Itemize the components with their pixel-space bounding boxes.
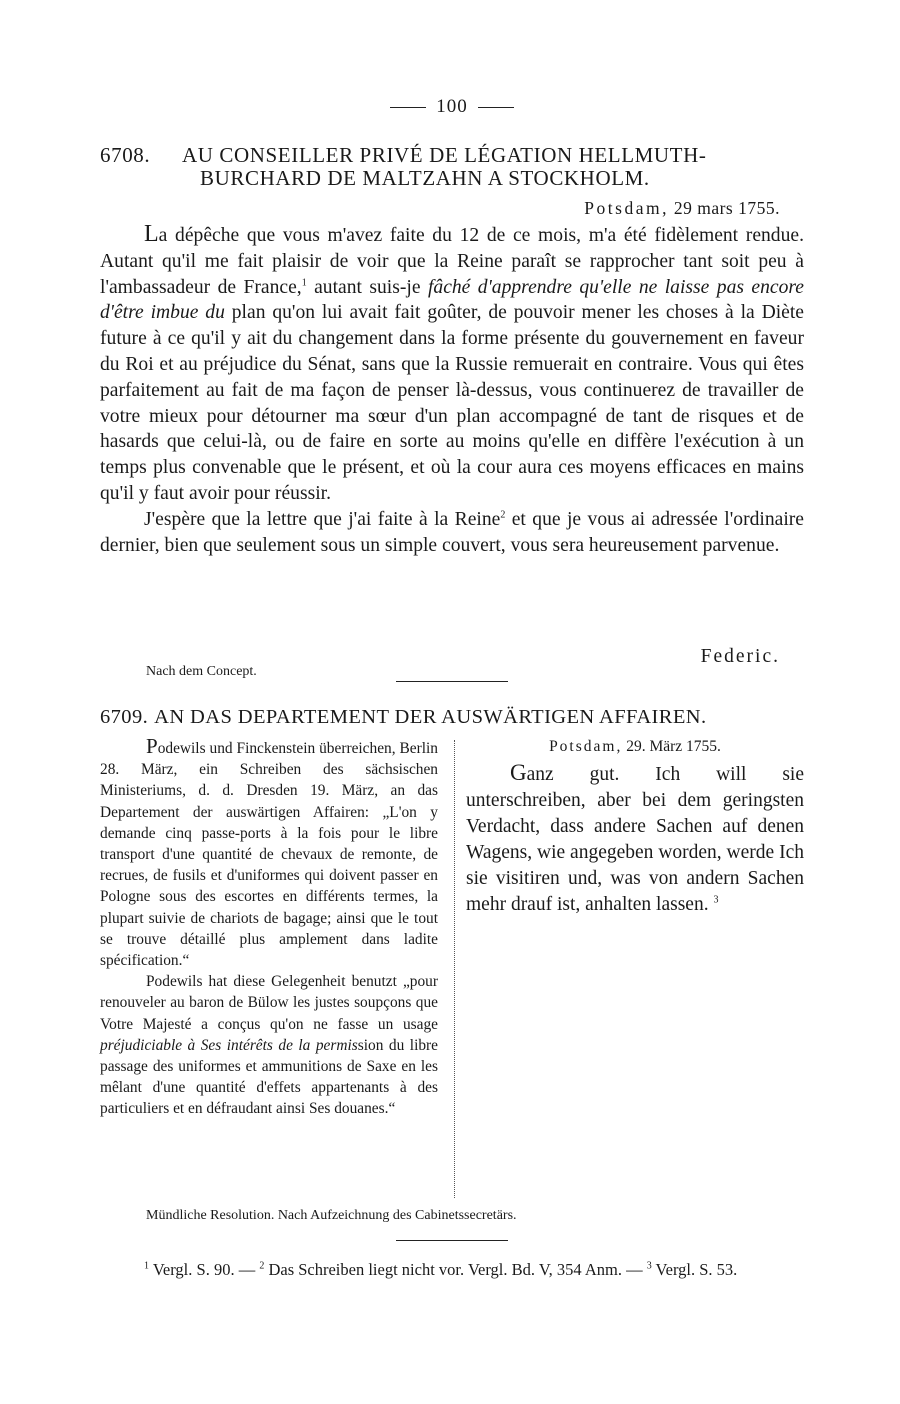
footnote-3-mark: 3: [646, 1260, 652, 1272]
footnote-2-text: Das Schreiben liegt nicht vor. Vergl. Bd. V, 354 Anm. —: [264, 1260, 647, 1279]
letter-6708-paragraph-2: [100, 507, 804, 559]
letter-6708-p2-text-b: et que je vous ai adressée l'ordinaire dernier, bien que seulement sous un simple couvert, vous sera heureusement parvenue.: [100, 508, 804, 556]
footnotes: [100, 1258, 804, 1282]
letter-6708-place: Potsdam,: [584, 198, 669, 218]
page-number-value: 100: [436, 96, 468, 117]
letter-6708-p1-italic: fâché d'apprendre qu'elle ne laisse pas encore d'être imbue du: [100, 276, 804, 324]
letter-6709-left-paragraph-1: [100, 736, 438, 971]
letter-6709-date: 29. März 1755.: [626, 738, 721, 755]
letter-6709-left-p1-text: odewils und Finckenstein überreichen, Berlin 28. März, ein Schreiben des sächsischen Ministeriums, d. d. Dresden 19. März, an das Departement der auswärtigen Affairen: „L'on y demande cinq passe-ports à la fois pour le libre transport d'une quantité de chevaux de remonte, de recrues, de fusils et d'uniformes qui doivent passer en Pologne sous des escortes en différents termes, la plupart suivie de chariots de bagage; ainsi que le tout se trouve détaillé plus amplement dans ladite spécification.“: [100, 740, 438, 970]
letter-6708-title-line2: BURCHARD DE MALTZAHN A STOCKHOLM.: [200, 166, 650, 190]
letter-6709-title: AN DAS DEPARTEMENT DER AUSWÄRTIGEN AFFAIREN.: [154, 706, 707, 728]
letter-6708-dateline: [584, 198, 780, 219]
footnote-2-mark: 2: [259, 1260, 265, 1272]
letter-6709-resolution: [466, 760, 804, 918]
letter-6708-title-line1: AU CONSEILLER PRIVÉ DE LÉGATION HELLMUTH-: [182, 143, 707, 167]
letter-6708-date: 29 mars 1755.: [673, 198, 780, 218]
letter-6708-paragraph-1: [100, 222, 804, 507]
column-divider: [454, 740, 455, 1198]
letter-6709-left-p2-text-b: sion du libre passage des uniformes et ammunitions de Saxe en les mêlant d'une quantité d'effets appartenants à des particuliers et en défraudant ainsi Ses douanes.“: [100, 1036, 438, 1118]
letter-6709-right-text: anz gut. Ich will sie unterschreiben, aber bei dem geringsten Verdacht, dass andere Sachen auf denen Wagens, wie angegeben worden, werde Ich sie visitiren und, was von andern Sachen mehr drauf ist, anhalten lassen.: [466, 764, 804, 915]
letter-6708-source-note: Nach dem Concept.: [146, 664, 257, 679]
page-number-dash-left: [390, 107, 426, 108]
letter-6709-source-note: Mündliche Resolution. Nach Aufzeichnung des Cabinetssecretärs.: [146, 1208, 517, 1223]
letter-6708-p1-text-c: plan qu'on lui avait fait goûter, de pouvoir mener les choses à la Diète future à ce qu'il y ait du changement dans la forme présente du gouvernement en faveur du Roi et au préjudice du Sénat, sans que la Russie remuerait en contraire. Vous qui êtes parfaitement au fait de ma façon de penser là-dessus, vous continuerez de travailler de votre mieux pour détourner ma sœur d'un plan accompagné de tant de risques et de hasards que celui-là, ou de faire en sorte au moins qu'elle en diffère l'exécution à un temps plus convenable que le présent, et où la cour aura ces moyens efficaces en mains qu'il y faut avoir pour réussir.: [100, 302, 804, 504]
letter-6709-left-column: [100, 736, 438, 1120]
letter-6709-left-p2-text-a: Podewils hat diese Gelegenheit benutzt „pour renouveler au baron de Bülow les justes soupçons que Votre Majesté a conçus qu'on ne fasse un usage: [100, 973, 438, 1033]
letter-6708-p1-text-a: a dépêche que vous m'avez faite du 12 de ce mois, m'a été fidèlement rendue. Autant qu'il me fait plaisir de voir que la Reine paraît se rapprocher tant soit peu à l'ambassadeur de France,: [100, 225, 804, 298]
footnote-ref-2: 2: [500, 509, 506, 521]
section-divider-rule-2: [396, 1240, 508, 1241]
footnote-1-mark: 1: [144, 1260, 149, 1272]
footnote-1-text: Vergl. S. 90. —: [149, 1260, 260, 1279]
letter-6708-p2-text-a: J'espère que la lettre que j'ai faite à la Reine: [144, 508, 501, 530]
letter-6709-left-p2-italic: préjudiciable à Ses intérêts de la permis: [100, 1036, 358, 1054]
letter-6709-left-paragraph-2: [100, 971, 438, 1119]
page-number: [100, 96, 804, 118]
letter-6708-signature: Federic.: [700, 646, 780, 667]
letter-6708-body: [100, 222, 804, 558]
letter-6708-heading: [100, 144, 804, 190]
letter-6709-right-initial: G: [510, 760, 527, 785]
page-number-dash-right: [478, 107, 514, 108]
footnote-ref-1: 1: [301, 277, 307, 289]
letter-6708-p1-text-b: autant suis-je: [306, 276, 428, 298]
letter-6709-number: 6709.: [100, 706, 149, 728]
letter-6709-right-column: [466, 736, 804, 918]
footnote-3-text: Vergl. S. 53.: [651, 1260, 738, 1279]
letter-6709-place: Potsdam,: [549, 738, 623, 755]
section-divider-rule-1: [396, 681, 508, 682]
letter-6709-dateline: [466, 736, 804, 758]
letter-6708-initial: L: [144, 221, 159, 247]
letter-6708-number: 6708.: [100, 143, 151, 167]
footnote-ref-3: 3: [713, 894, 719, 906]
letter-6709-left-initial: P: [146, 734, 158, 758]
letter-6709-heading: [100, 706, 804, 729]
